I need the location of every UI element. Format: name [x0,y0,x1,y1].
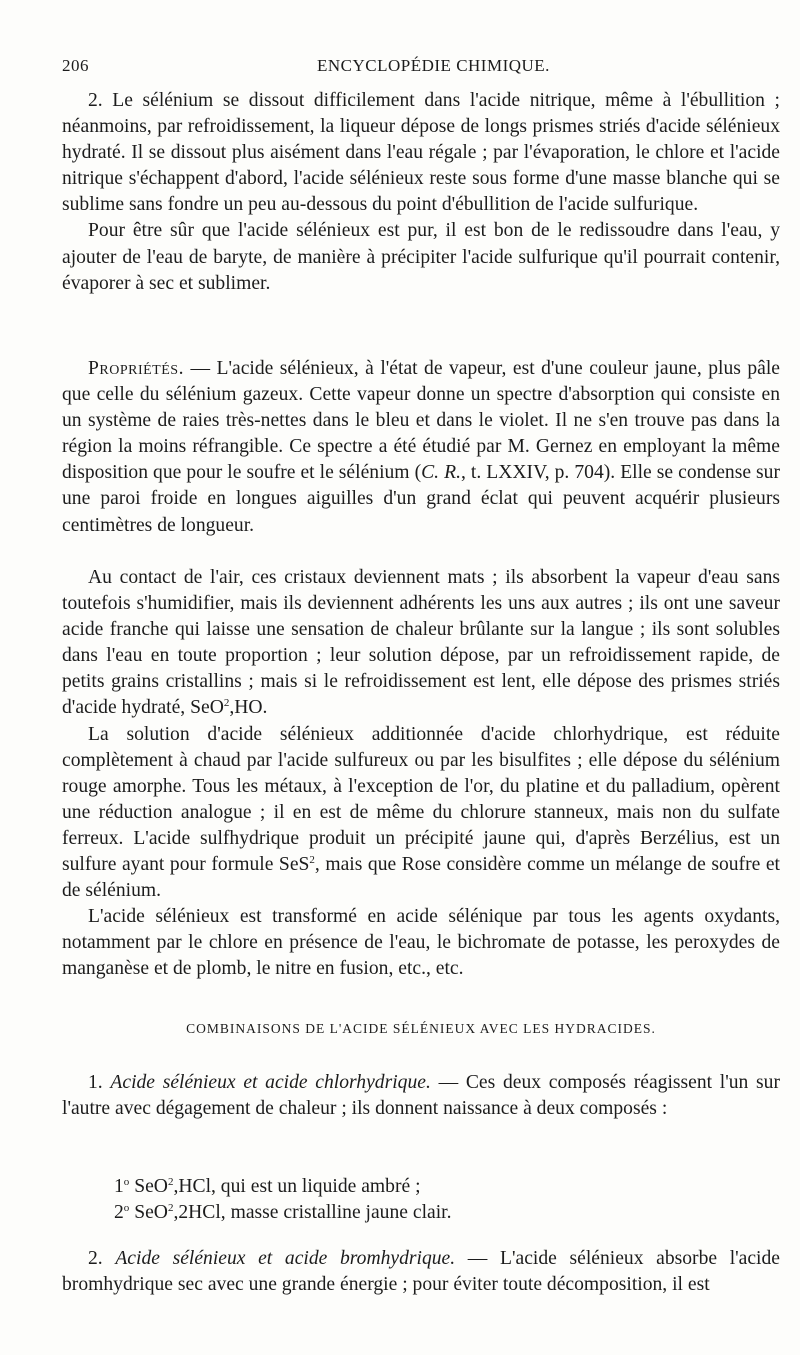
paragraph-nitric-acid: 2. Le sélénium se dissout difficilement dans l'acide nitrique, même à l'ébullition ; néanmoins, par refroidissement, la liqueur dépose de longs prismes striés d'acide sélénieux hydraté. Il se dissout plus aisément dans l'eau régale ; par l'évaporation, le chlore et l'acide nitrique s'échappent d'abord, l'acide sélénieux reste sous forme d'une masse blanche qui se sublime sans fondre un peu au-dessous du point d'ébullition de l'acide sulfurique. [62,90,780,216]
paragraph-properties: Propriétés. — L'acide sélénieux, à l'état de vapeur, est d'une couleur jaune, plus pâle que celle du sélénium gazeux. Cette vapeur donne un spectre d'absorption qui consiste en un système de raies très-nettes dans le bleu et dans le violet. Il ne s'en trouve pas dans la région la moins réfrangible. Ce spectre a été étudié par M. Gernez en employant la même disposition que pour le soufre et le sélénium (C. R., t. LXXIV, p. 704). Elle se condense sur une paroi froide en longues aiguilles d'un grand éclat qui peuvent acquérir plusieurs centimètres de longueur. [62,358,781,536]
subsection-title-bromhydric: Acide sélénieux et acide bromhydrique. [115,1248,456,1269]
text-block-combinations [62,1070,780,1122]
paragraph-oxidation: L'acide sélénieux est transformé en acide sélénique par tous les agents oxydants, notamment par le chlore en présence de l'eau, le bichromate de potasse, les peroxydes de manganèse et de plomb, le nitre en fusion, etc., etc. [62,906,780,980]
text-block-upper [62,88,780,297]
paragraph-purification: Pour être sûr que l'acide sélénieux est pur, il est bon de le redissoudre dans l'eau, y ajouter de l'eau de baryte, de manière à précipiter l'acide sulfurique qu'il pourrait contenir, évaporer à sec et sublimer. [62,220,780,294]
text-block-bromhydric [62,1246,780,1298]
running-header [62,56,780,80]
formula-item-1: 1$^o$ SeO$^2$,HCl, qui est un liquide ambré ; [114,1176,421,1197]
running-title: ENCYCLOPÉDIE CHIMIQUE. [317,56,550,75]
text-block-properties [62,356,780,539]
properties-label: Propriétés. [88,358,184,379]
page-number: 206 [62,56,89,75]
formula-list [62,1174,780,1226]
paragraph-reduction: La solution d'acide sélénieux additionnée d'acide chlorhydrique, est réduite complètement à chaud par l'acide sulfureux ou par les bisulfites ; elle dépose du sélénium rouge amorphe. Tous les métaux, à l'exception de l'or, du platine et du palladium, opèrent une réduction analogue ; il en est de même du chlorure stanneux, mais non du sulfate ferreux. L'acide sulfhydrique produit un précipité jaune qui, d'après Berzélius, est un sulfure ayant pour formule SeS$^2$, mais que Rose considère comme un mélange de soufre et de sélénium. [62,723,780,902]
section-heading: COMBINAISONS DE L'ACIDE SÉLÉNIEUX AVEC LES HYDRACIDES. [186,1021,656,1036]
formula-item-2: 2$^o$ SeO$^2$,2HCl, masse cristalline jaune clair. [114,1202,452,1224]
subsection-title-chlorhydric: Acide sélénieux et acide chlorhydrique. [110,1072,431,1093]
paragraph-bromhydric: 2. Acide sélénieux et acide bromhydrique. — L'acide sélénieux absorbe l'acide bromhydrique sec avec une grande énergie ; pour éviter toute décomposition, il est [62,1248,780,1296]
paragraph-chlorhydric: 1. Acide sélénieux et acide chlorhydrique. — Ces deux composés réagissent l'un sur l'autre avec dégagement de chaleur ; ils donnent naissance à deux composés : [62,1072,781,1120]
text-block-middle [62,565,780,983]
paragraph-air-contact: Au contact de l'air, ces cristaux deviennent mats ; ils absorbent la vapeur d'eau sans toutefois s'humidifier, mais ils deviennent adhérents les uns aux autres ; ils ont une saveur acide franche qui laisse une sensation de chaleur brûlante sur la langue ; ils sont solubles dans l'eau en toute proportion ; leur solution dépose, par un refroidissement rapide, de petits grains cristallins ; mais si le refroidissement est lent, elle dépose des prismes striés d'acide hydraté, SeO$^2$,HO. [62,567,780,719]
reference-cr: C. R. [421,462,461,484]
